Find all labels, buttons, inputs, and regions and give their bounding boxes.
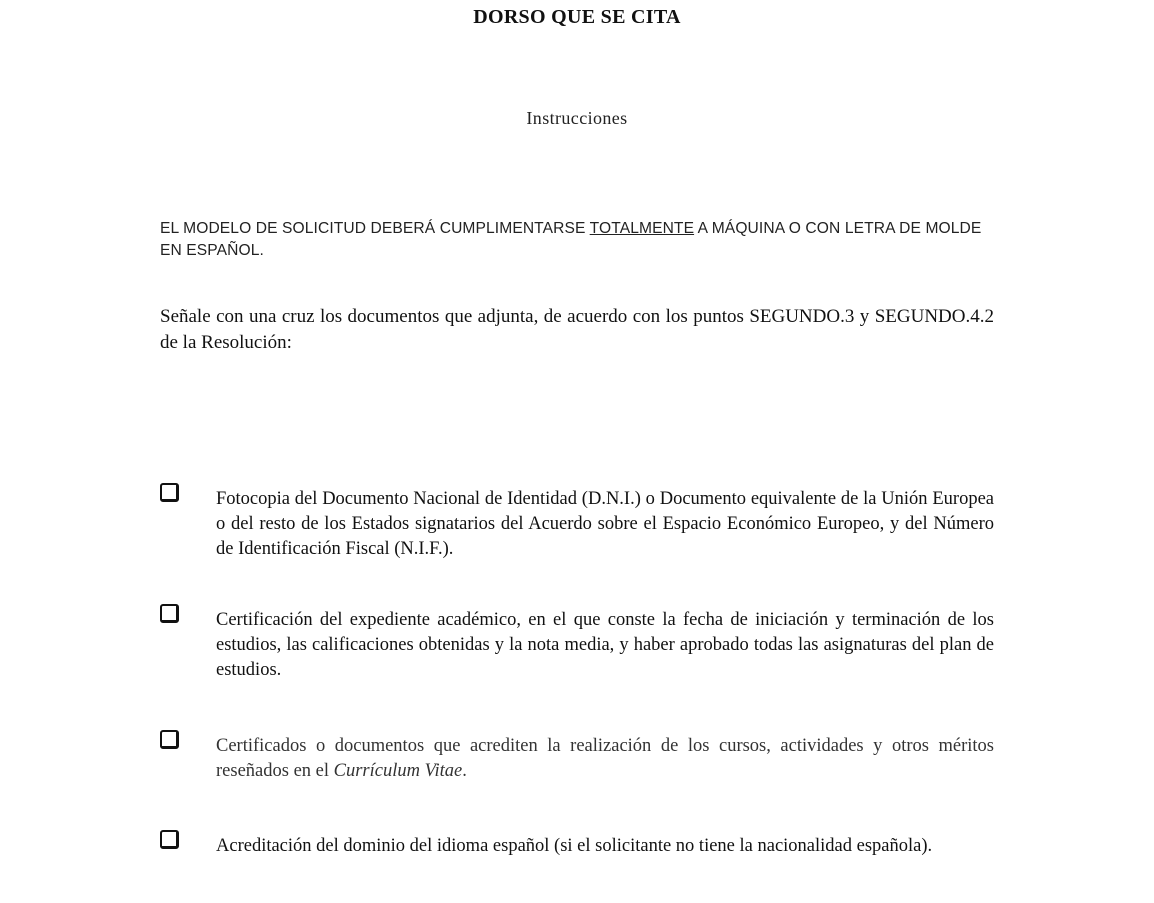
checklist-item-text — [216, 734, 994, 784]
completion-instruction-text: EL MODELO DE SOLICITUD DEBERÁ CUMPLIMENTARSE — [160, 220, 590, 237]
page-title: DORSO QUE SE CITA — [473, 6, 681, 28]
checklist-item-text-start: Certificados o documentos que acrediten la realización de los cursos, actividades y otros méritos reseñados en el — [216, 736, 994, 781]
instructions-subheading: Instrucciones — [526, 108, 628, 128]
checkbox-dni[interactable] — [160, 483, 179, 502]
checkbox-spanish-language[interactable] — [160, 830, 179, 849]
checklist-item-text-end: . — [462, 761, 467, 781]
checklist-item-text: Acreditación del dominio del idioma español (si el solicitante no tiene la nacionalidad española). — [216, 836, 933, 856]
checklist-item-text: Fotocopia del Documento Nacional de Identidad (D.N.I.) o Documento equivalente de la Unión Europea o del resto de los Estados signatarios del Acuerdo sobre el Espacio Económico Europeo, y del Número de Identificación Fiscal (N.I.F.). — [216, 489, 994, 559]
checkbox-academic-record[interactable] — [160, 604, 179, 623]
completion-instruction — [160, 218, 994, 262]
curriculum-vitae-term: Currículum Vitae — [333, 761, 463, 781]
checkbox-certificates[interactable] — [160, 730, 179, 749]
attachments-intro: Señale con una cruz los documentos que adjunta, de acuerdo con los puntos SEGUNDO.3 y SEGUNDO.4.2 de la Resolución: — [160, 306, 994, 353]
completion-instruction-emphasis: TOTALMENTE — [589, 220, 695, 237]
checklist-item-text: Certificación del expediente académico, en el que conste la fecha de iniciación y terminación de los estudios, las calificaciones obtenidas y la nota media, y haber aprobado todas las asignaturas del plan de estudios. — [216, 610, 994, 680]
completion-instruction-text-end: A MÁQUINA O CON LETRA DE MOLDE EN ESPAÑOL. — [160, 220, 982, 259]
